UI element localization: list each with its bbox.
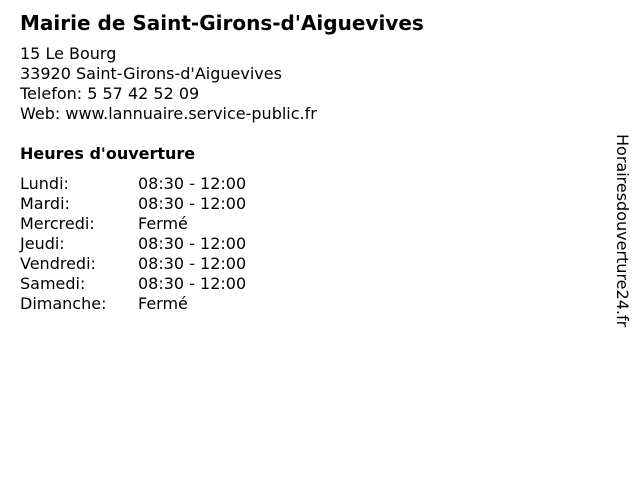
- hours-time: Fermé: [138, 294, 188, 313]
- website-link[interactable]: Web: www.lannuaire.service-public.fr: [20, 104, 317, 123]
- hours-row: [20, 274, 246, 294]
- address-street: 15 Le Bourg: [20, 44, 117, 63]
- hours-day: Mardi:: [20, 194, 70, 213]
- hours-row: [20, 194, 246, 214]
- watermark-text: Horairesdouverture24.fr: [613, 134, 632, 328]
- hours-time: 08:30 - 12:00: [138, 254, 247, 273]
- hours-day: Jeudi:: [20, 234, 65, 253]
- hours-time: 08:30 - 12:00: [138, 234, 247, 253]
- hours-row: [20, 254, 246, 274]
- hours-day: Lundi:: [20, 174, 69, 193]
- hours-time: 08:30 - 12:00: [138, 274, 247, 293]
- site-watermark: [612, 134, 632, 344]
- hours-row: [20, 234, 246, 254]
- office-title: Mairie de Saint-Girons-d'Aiguevives: [20, 11, 424, 35]
- hours-day: Dimanche:: [20, 294, 107, 313]
- hours-day: Vendredi:: [20, 254, 96, 273]
- opening-hours-table: [20, 174, 246, 314]
- hours-row: [20, 214, 246, 234]
- hours-row: [20, 174, 246, 194]
- hours-time: 08:30 - 12:00: [138, 194, 247, 213]
- hours-time: Fermé: [138, 214, 188, 233]
- opening-hours-heading: Heures d'ouverture: [20, 144, 196, 163]
- hours-day: Mercredi:: [20, 214, 95, 233]
- office-card: [20, 10, 600, 314]
- hours-row: [20, 294, 246, 314]
- phone-number: Telefon: 5 57 42 52 09: [20, 84, 200, 103]
- hours-day: Samedi:: [20, 274, 86, 293]
- hours-time: 08:30 - 12:00: [138, 174, 247, 193]
- address-city: 33920 Saint-Girons-d'Aiguevives: [20, 64, 282, 83]
